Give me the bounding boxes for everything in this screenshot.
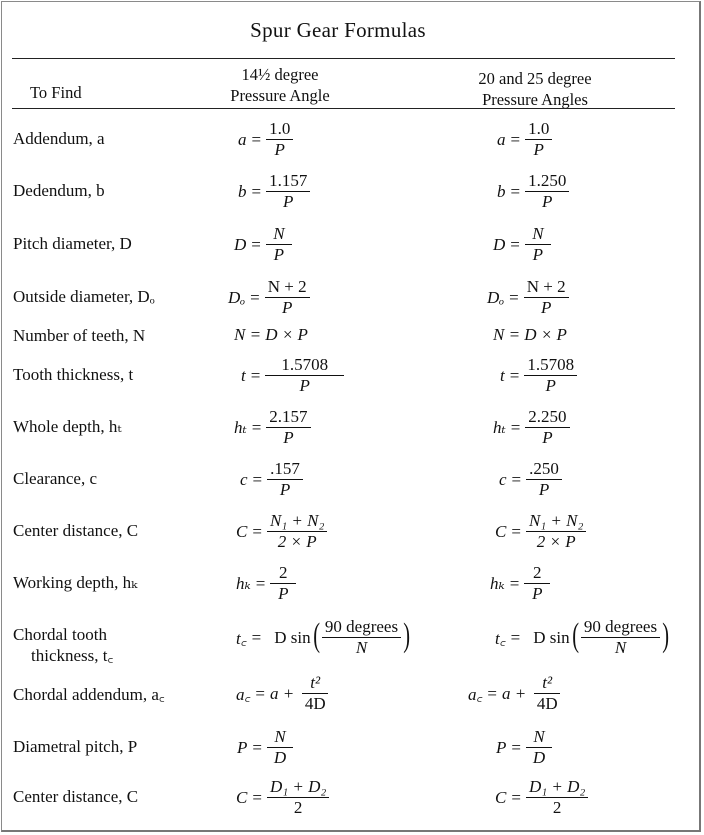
formula-col1: Dₒ = $\frac{N + 2}{P}$ <box>228 278 310 317</box>
formula-mid: a + <box>501 683 527 703</box>
formula-lhs: a <box>238 129 247 149</box>
fraction-denominator: N <box>614 638 627 657</box>
fraction-numerator: 2.250 <box>525 408 569 428</box>
fraction-numerator: N₁ + N₂ <box>267 512 327 532</box>
header-col2 <box>455 68 615 110</box>
fraction-numerator: D₁ + D₂ <box>526 778 588 798</box>
formula-mid: a + <box>269 683 295 703</box>
formula-lhs: C <box>495 521 507 541</box>
fraction-denominator: 2 <box>293 798 303 817</box>
fraction-numerator: N + 2 <box>524 278 569 298</box>
fraction-denominator: P <box>532 245 544 264</box>
formula-col2: c = $\frac{.250}{P}$ <box>499 460 562 499</box>
fraction-denominator: 2 × P <box>277 532 317 551</box>
fraction-numerator: 1.157 <box>266 172 310 192</box>
left-paren: ( <box>312 616 320 654</box>
formula-lhs: C <box>495 787 507 807</box>
fraction-numerator: N <box>525 225 551 245</box>
formula-col1: hₜ = $\frac{2.157}{P}$ <box>234 408 311 447</box>
fraction-numerator: .250 <box>526 460 562 480</box>
formula-col2: D = $\frac{N}{P}$ <box>493 225 551 264</box>
fraction-denominator: P <box>545 376 556 395</box>
formula-lhs: C <box>236 787 248 807</box>
formula-lhs: c <box>240 469 248 489</box>
fraction-numerator: t² <box>302 674 328 694</box>
formula-col2: N = D × P <box>493 325 567 344</box>
row-label: Pitch diameter, D <box>13 234 132 253</box>
formula-lhs: t <box>500 365 505 385</box>
formula-mid: D sin <box>274 627 311 647</box>
formula-col1: C = $\frac{\text{D₁ + D₂}}{2}$ <box>236 778 329 817</box>
formula-lhs: C <box>236 521 248 541</box>
row-label: Outside diameter, Dₒ <box>13 287 155 306</box>
fraction-denominator: P <box>279 480 291 499</box>
fraction-denominator: D <box>532 748 546 767</box>
fraction-denominator: P <box>532 584 543 603</box>
formula-col1: a꜀ = a + $\frac{\text{t²}}{4D}$ <box>236 674 328 713</box>
formula-col1: c = $\frac{.157}{P}$ <box>240 460 303 499</box>
formula-lhs: hₜ <box>493 417 506 437</box>
formula-col1: b = $\frac{1.157}{P}$ <box>238 172 310 211</box>
formula-lhs: t꜀ <box>236 629 247 648</box>
fraction-denominator: P <box>540 298 552 317</box>
right-paren: ) <box>662 616 670 654</box>
row-label: Center distance, C <box>13 521 139 540</box>
fraction-numerator: 2.157 <box>266 408 310 428</box>
fraction-numerator: .157 <box>267 460 303 480</box>
fraction-numerator: 1.250 <box>525 172 569 192</box>
formula-mid: D sin <box>533 627 570 647</box>
formula-col2: hₖ = $\frac{2}{P}$ <box>490 564 550 603</box>
fraction-denominator: P <box>538 480 550 499</box>
fraction-denominator: 4D <box>304 694 326 713</box>
formula-lhs: hₖ <box>236 573 251 593</box>
row-label: Number of teeth, N <box>13 326 146 345</box>
formula-lhs: t꜀ <box>495 629 506 648</box>
row-label: Chordal addendum, a꜀ <box>13 685 165 704</box>
fraction-numerator: N + 2 <box>265 278 310 298</box>
formula-col2: b = $\frac{1.250}{P}$ <box>497 172 569 211</box>
formula-lhs: b <box>238 181 247 201</box>
fraction-denominator: P <box>283 428 294 447</box>
fraction-denominator: 2 × P <box>536 532 576 551</box>
header-to-find: To Find <box>30 83 82 102</box>
header-col1 <box>200 64 360 106</box>
formula-lhs: a꜀ <box>468 685 483 704</box>
fraction-denominator: P <box>533 140 544 159</box>
row-label: Center distance, C <box>13 787 139 806</box>
header-top-rule <box>12 58 675 59</box>
fraction-numerator: 1.5708 <box>524 356 577 376</box>
formula-col1: t = $\frac{1.5708}{P}$ <box>241 356 344 395</box>
formula-col1: N = D × P <box>234 325 308 344</box>
header-col1-line1: 14½ degree <box>241 65 319 84</box>
formula-col1: t꜀ = D sin ( $\frac{\text{90 degrees}}{N}$ ) <box>236 616 411 657</box>
formula-lhs: D <box>493 234 506 254</box>
fraction-numerator: N <box>267 728 293 748</box>
fraction-denominator: D <box>273 748 287 767</box>
formula-lhs: b <box>497 181 506 201</box>
fraction-numerator: 1.5708 <box>265 356 344 376</box>
fraction-numerator: N <box>526 728 552 748</box>
formula-lhs: P <box>496 737 507 757</box>
header-col1-line2: Pressure Angle <box>230 86 330 105</box>
formula-col1: D = $\frac{N}{P}$ <box>234 225 292 264</box>
formula-col2: a = $\frac{1.0}{P}$ <box>497 120 552 159</box>
formula-lhs: P <box>237 737 248 757</box>
formula-lhs: Dₒ <box>228 287 246 307</box>
formula-col2: C = $\frac{\text{D₁ + D₂}}{2}$ <box>495 778 588 817</box>
fraction-numerator: 90 degrees <box>322 618 401 638</box>
formula-col2: P = $\frac{N}{D}$ <box>496 728 552 767</box>
formula-lhs: c <box>499 469 507 489</box>
formula-col1: a = $\frac{1.0}{P}$ <box>238 120 293 159</box>
formula-lhs: t <box>241 365 246 385</box>
formula-lhs: hₖ <box>490 573 505 593</box>
fraction-denominator: P <box>274 140 285 159</box>
fraction-denominator: N <box>355 638 368 657</box>
row-label: Tooth thickness, t <box>13 365 134 384</box>
row-label <box>13 624 113 666</box>
formula-col1: C = $\frac{\text{N₁ + N₂}}{2 \times P}$ <box>236 512 327 551</box>
row-label: Working depth, hₖ <box>13 573 138 592</box>
fraction-denominator: 4D <box>536 694 558 713</box>
row-label-line2: thickness, t꜀ <box>31 646 114 665</box>
formula-lhs: Dₒ <box>487 287 505 307</box>
fraction-numerator: 1.0 <box>525 120 552 140</box>
right-paren: ) <box>403 616 411 654</box>
page-title: Spur Gear Formulas <box>250 18 426 42</box>
header-col2-line2: Pressure Angles <box>482 90 588 109</box>
formula-col1: P = $\frac{N}{D}$ <box>237 728 293 767</box>
formula-col2: Dₒ = $\frac{N + 2}{P}$ <box>487 278 569 317</box>
fraction-numerator: 1.0 <box>266 120 293 140</box>
fraction-numerator: D₁ + D₂ <box>267 778 329 798</box>
formula-lhs: a <box>497 129 506 149</box>
fraction-numerator: 90 degrees <box>581 618 660 638</box>
formula-col1: hₖ = $\frac{2}{P}$ <box>236 564 296 603</box>
formula-lhs: D <box>234 234 247 254</box>
formula-col2: a꜀ = a + $\frac{\text{t²}}{4D}$ <box>468 674 560 713</box>
fraction-denominator: P <box>278 584 289 603</box>
fraction-denominator: P <box>273 245 285 264</box>
fraction-denominator: P <box>283 192 294 211</box>
fraction-numerator: 2 <box>524 564 550 584</box>
row-label: Addendum, a <box>13 129 105 148</box>
fraction-numerator: 2 <box>270 564 296 584</box>
row-label: Whole depth, hₜ <box>13 417 122 436</box>
formula-col2: t = $\frac{1.5708}{P}$ <box>500 356 577 395</box>
formula-col2: t꜀ = D sin ( $\frac{\text{90 degrees}}{N}$ ) <box>495 616 670 657</box>
fraction-denominator: 2 <box>552 798 562 817</box>
formula-col2: hₜ = $\frac{2.250}{P}$ <box>493 408 570 447</box>
header-col2-line1: 20 and 25 degree <box>478 69 592 88</box>
formula-lhs: a꜀ <box>236 685 251 704</box>
fraction-numerator: N₁ + N₂ <box>526 512 586 532</box>
fraction-denominator: P <box>542 428 553 447</box>
fraction-denominator: P <box>299 376 310 395</box>
formula-col2: C = $\frac{\text{N₁ + N₂}}{2 \times P}$ <box>495 512 586 551</box>
row-label: Diametral pitch, P <box>13 737 138 756</box>
fraction-numerator: t² <box>534 674 560 694</box>
row-label-line1: Chordal tooth <box>13 625 107 644</box>
fraction-denominator: P <box>542 192 553 211</box>
fraction-denominator: P <box>281 298 293 317</box>
row-label: Clearance, c <box>13 469 97 488</box>
header-bottom-rule <box>12 108 675 109</box>
left-paren: ( <box>571 616 579 654</box>
formula-lhs: hₜ <box>234 417 247 437</box>
fraction-numerator: N <box>266 225 292 245</box>
row-label: Dedendum, b <box>13 181 105 200</box>
